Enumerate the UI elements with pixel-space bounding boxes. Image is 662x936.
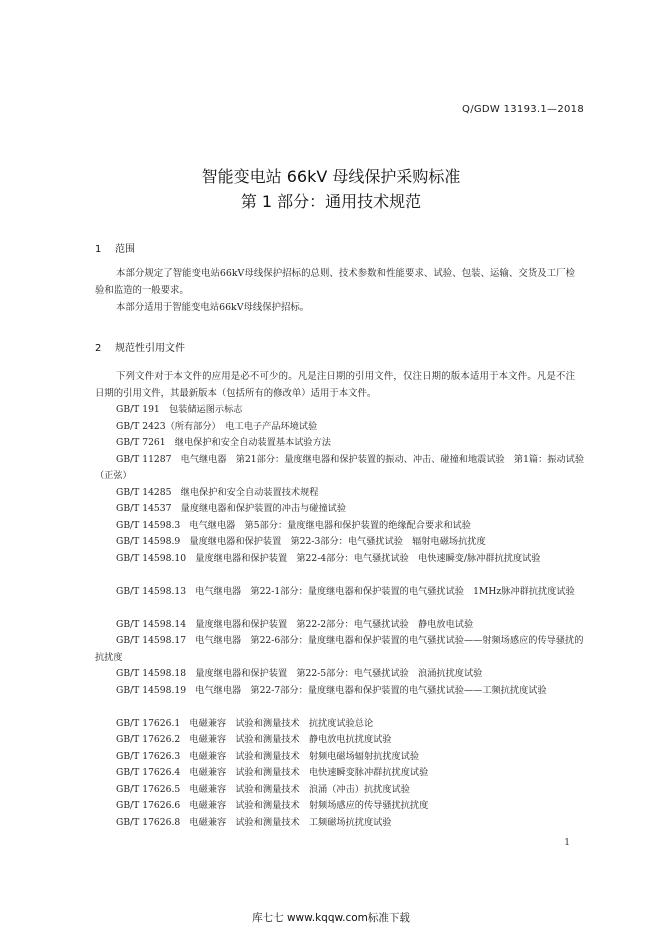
reference-item: GB/T 14598.9 量度继电器和保护装置 第22-3部分：电气骚扰试验 辐射电磁场抗扰度 [116,536,486,547]
document-title: 智能变电站 66kV 母线保护采购标准 [201,167,461,186]
scope-paragraph-2: 本部分适用于智能变电站66kV母线保护招标。 [116,302,310,313]
document-subtitle: 第 1 部分：通用技术规范 [240,192,422,211]
references-intro-paragraph: 下列文件对于本文件的应用是必不可少的。凡是注日期的引用文件，仅注日期的版本适用于本文件。凡是不注日期的引用文件，其最新版本（包括所有的修改单）适用于本文件。 [95,371,575,399]
reference-item: GB/T 14598.19 电气继电器 第22-7部分：量度继电器和保护装置的电气骚扰试验——工频抗扰度试验 [116,684,547,696]
reference-item: GB/T 17626.1 电磁兼容 试验和测量技术 抗扰度试验总论 [116,717,374,729]
section-title: 规范性引用文件 [115,343,185,354]
reference-item: GB/T 14598.13 电气继电器 第22-1部分：量度继电器和保护装置的电气骚扰试验 1MHz脉冲群抗扰度试验 [116,585,575,597]
section-title: 范围 [115,244,135,255]
reference-item: GB/T 17626.8 电磁兼容 试验和测量技术 工频磁场抗扰度试验 [116,816,392,828]
reference-list [95,402,585,831]
reference-item: GB/T 17626.6 电磁兼容 试验和测量技术 射频场感应的传导骚扰抗扰度 [116,800,429,811]
reference-item: GB/T 17626.3 电磁兼容 试验和测量技术 射频电磁场辐射抗扰度试验 [116,750,420,762]
reference-item: GB/T 191 包装储运图示标志 [116,404,243,415]
reference-item: GB/T 17626.5 电磁兼容 试验和测量技术 浪涌（冲击）抗扰度试验 [116,783,410,795]
footer-watermark[interactable]: 库七七 www.kqqw.com标准下载 [252,912,410,924]
section-number: 1 [95,244,102,255]
section-heading-normative-references [95,339,185,354]
reference-item: GB/T 17626.4 电磁兼容 试验和测量技术 电快速瞬变脉冲群抗扰度试验 [116,767,429,778]
scope-paragraph-1: 本部分规定了智能变电站66kV母线保护招标的总则、技术参数和性能要求、试验、包装、运输、交货及工厂检验和监造的一般要求。 [95,268,575,296]
document-code: Q/GDW 13193.1—2018 [462,104,584,115]
reference-item: GB/T 17626.2 电磁兼容 试验和测量技术 静电放电抗扰度试验 [116,734,392,745]
reference-item: GB/T 14598.10 量度继电器和保护装置 第22-4部分：电气骚扰试验 电快速瞬变/脉冲群抗扰度试验 [116,552,541,564]
reference-item: GB/T 14598.17 电气继电器 第22-6部分：量度继电器和保护装置的电气骚扰试验——射频场感应的传导骚扰的抗扰度 [95,635,584,663]
reference-item: GB/T 7261 继电保护和安全自动装置基本试验方法 [116,437,331,448]
page-number: 1 [564,838,570,848]
reference-item: GB/T 14598.3 电气继电器 第5部分：量度继电器和保护装置的绝缘配合要求和试验 [116,519,471,531]
section-heading-scope [95,240,135,255]
reference-item: GB/T 14537 量度继电器和保护装置的冲击与碰撞试验 [116,503,347,514]
reference-item: GB/T 2423（所有部分） 电工电子产品环境试验 [116,420,318,432]
section-number: 2 [95,343,102,354]
reference-item: GB/T 14598.18 量度继电器和保护装置 第22-5部分：电气骚扰试验 浪涌抗扰度试验 [116,668,483,679]
reference-item: GB/T 11287 电气继电器 第21部分：量度继电器和保护装置的振动、冲击、碰撞和地震试验 第1篇：振动试验（正弦） [95,453,585,481]
reference-item: GB/T 14598.14 量度继电器和保护装置 第22-2部分：电气骚扰试验 静电放电试验 [116,618,474,630]
reference-item: GB/T 14285 继电保护和安全自动装置技术规程 [116,486,319,498]
